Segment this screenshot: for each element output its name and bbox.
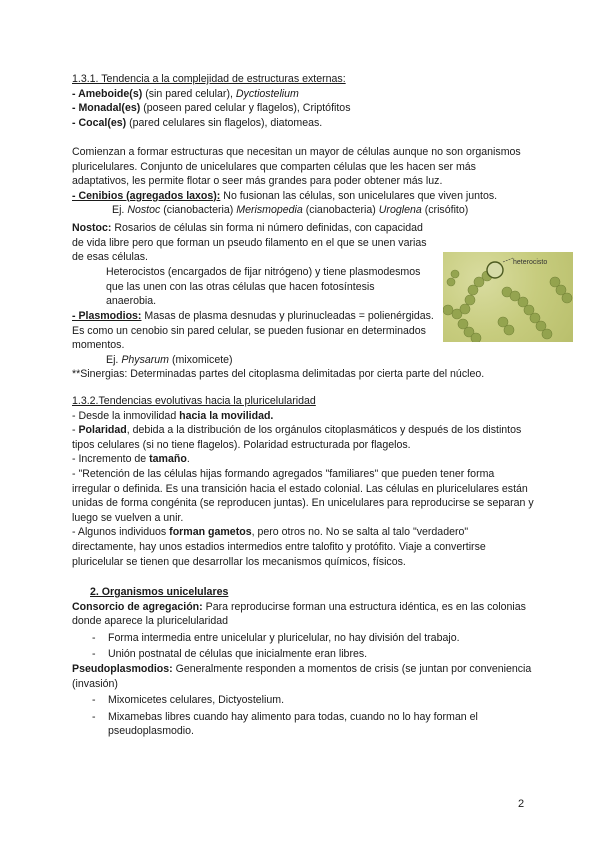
heterocistos-block (106, 265, 424, 309)
consorcio-paragraph: Consorcio de agregación: Para reproducirse forman una estructura idéntica, es en las colonias donde aparece la pluricelularidad (72, 600, 526, 628)
page-number: 2 (518, 798, 525, 810)
intro-paragraph: Comienzan a formar estructuras que necesitan un mayor de células aunque no son organismos pluricelulares. Conjunto de unicelulares que comparten células que les hacen ser más adaptativos, les permite flotar o seer más grandes para poder obtener más luz. (72, 146, 521, 188)
nostoc-block (72, 221, 434, 265)
polaridad-line: - Polaridad, debida a la distribución de los orgánulos citoplasmáticos y después de los distintos tipos celulares (si no tiene flagelos). Polaridad estructurada por flagelos. (72, 424, 522, 451)
section-132 (72, 394, 534, 569)
section-131 (72, 72, 532, 130)
section-2 (72, 585, 534, 739)
list-item: - Mixamebas libres cuando hay alimento para todas, cuando no lo hay forman el pseudoplasmodio. (92, 710, 478, 738)
sinergias-line: **Sinergias: Determinadas partes del citoplasma delimitadas por cierta parte del núcleo. (72, 368, 485, 380)
heterocistos-paragraph: Heterocistos (encargados de fijar nitrógeno) y tiene plasmodesmos que las unen con las otras células que hacen fotosíntesis anaerobia. (106, 266, 421, 308)
gametos-paragraph: - Algunos individuos forman gametos, pero otros no. No se salta al talo "verdadero" directamente, hay unos estadios intermedios entre talofito y protófito. Viaje a convertirse pluricelular se tienen que desarrollar los mecanismos químicos, físicos. (72, 526, 486, 568)
ameboide-line: - Ameboide(s) (sin pared celular), Dyctiostelium (72, 87, 299, 100)
section-132-heading: 1.3.2.Tendencias evolutivas hacia la pluricelularidad (72, 395, 316, 407)
cenobios-line: - Cenibios (agregados laxos): No fusionan las células, son unicelulares que viven juntos. (72, 189, 498, 202)
nostoc-micrograph (443, 252, 573, 342)
section-2-heading: 2. Organismos unicelulares (90, 586, 229, 598)
section-131-heading: 1.3.1. Tendencia a la complejidad de estructuras externas: (72, 73, 346, 85)
nostoc-paragraph: Nostoc: Rosarios de células sin forma ni número definidas, con capacidad de vida libre pero que forman un pseudo filamento en el que se unen varias de esas células. (72, 222, 427, 264)
sinergias-block (72, 367, 542, 382)
list-item: - Unión postnatal de células que inicialmente eran libres. (92, 648, 368, 661)
tamano-line: - Incremento de tamaño. (72, 453, 190, 466)
photo-label: heterocisto (513, 259, 548, 266)
list-item: - Forma intermedia entre unicelular y pluricelular, no hay división del trabajo. (92, 631, 460, 644)
retencion-paragraph: - "Retención de las células hijas formando agregados "familiares" que pueden tener forma irregular o definida. Es una transición hacia el estado colonial. Las células en pluricelulares están unidas de forma congénita (se reproducen juntas). En unicelulares para reproducirse se separan y luego se vuelven a unir. (72, 467, 534, 524)
nostoc-filament-drawing (443, 252, 573, 342)
plasmodios-paragraph: - Plasmodios: Masas de plasma desnudas y plurinucleadas = polienérgidas. Es como un cenobio sin pared celular, se pueden fusionar en determinados momentos. (72, 310, 434, 352)
example-line-2: Ej. Physarum (mixomicete) (106, 353, 233, 366)
example-line-1: Ej. Nostoc (cianobacteria) Merismopedia (cianobacteria) Uroglena (crisófito) (112, 204, 469, 217)
section-131-body (72, 145, 532, 218)
pseudoplasmodios-paragraph: Pseudoplasmodios: Generalmente responden a momentos de crisis (se juntan por conveniencia (invasión) (72, 662, 532, 690)
plasmodios-block (72, 309, 434, 367)
monadal-line: - Monadal(es) (poseen pared celular y flagelos), Criptófitos (72, 102, 351, 115)
cocal-line: - Cocal(es) (pared celulares sin flagelos), diatomeas. (72, 116, 323, 129)
list-item: - Mixomicetes celulares, Dictyostelium. (92, 694, 285, 707)
movilidad-line: - Desde la inmovilidad hacia la movilidad. (72, 409, 274, 422)
